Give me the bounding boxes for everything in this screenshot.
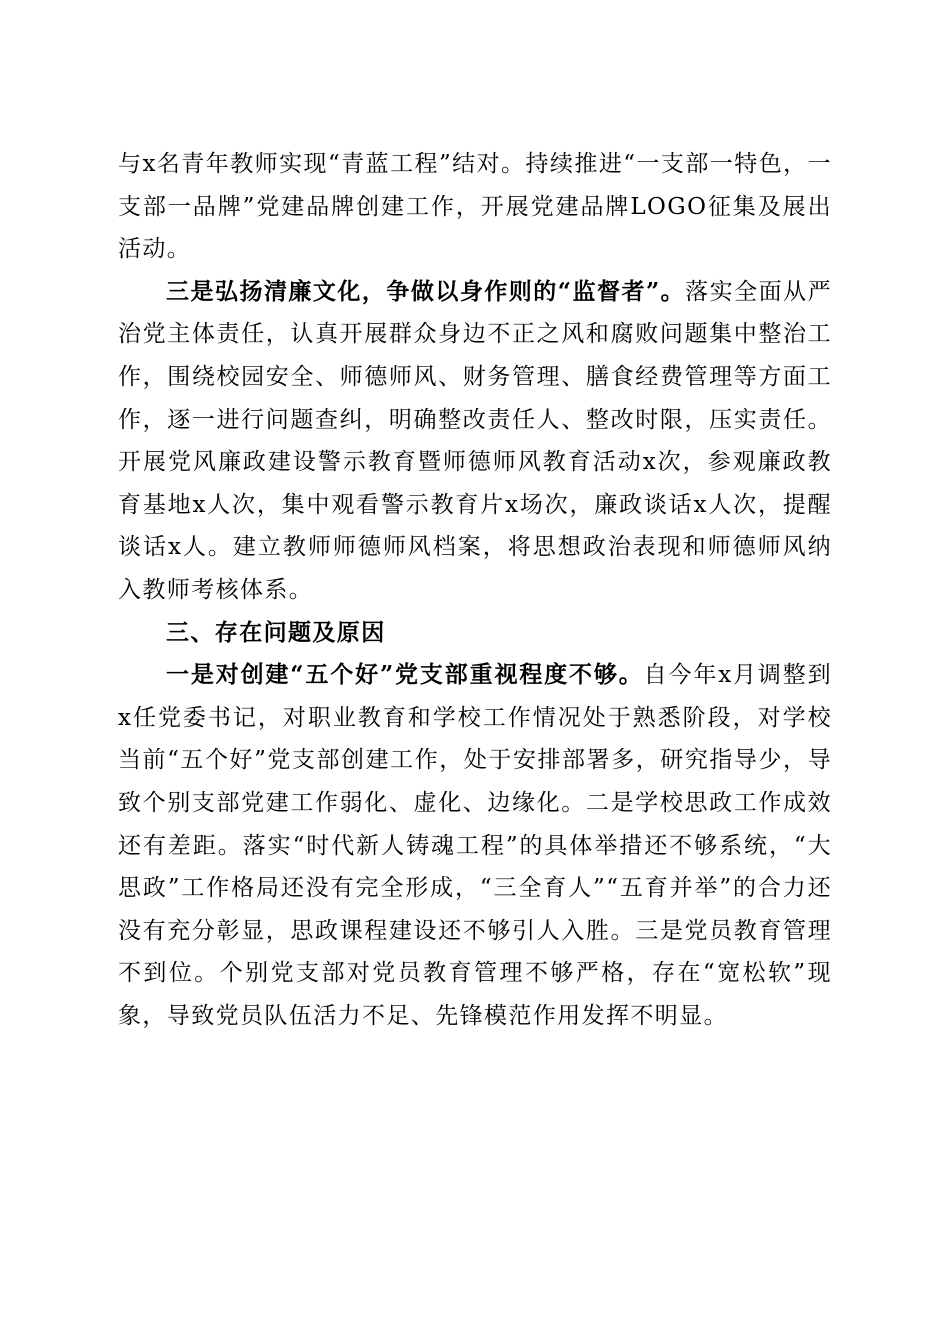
paragraph-2-lead: 三是弘扬清廉文化，争做以身作则的“监督者”。 bbox=[166, 277, 686, 305]
paragraph-3-lead: 一是对创建“五个好”党支部重视程度不够。 bbox=[166, 661, 644, 689]
paragraph-1: 与x名青年教师实现“青蓝工程”结对。持续推进“一支部一特色，一支部一品牌”党建品牌创建工作，开展党建品牌LOGO征集及展出活动。 bbox=[118, 151, 832, 263]
paragraph-2 bbox=[118, 271, 832, 612]
document-body bbox=[118, 143, 832, 1037]
paragraph-3 bbox=[118, 654, 832, 1037]
paragraph-3-body: 自今年x月调整到x任党委书记，对职业教育和学校工作情况处于熟悉阶段，对学校当前“五个好”党支部创建工作，处于安排部署多，研究指导少，导致个别支部党建工作弱化、虚化、边缘化。二是学校思政工作成效还有差距。落实“时代新人铸魂工程”的具体举措还不够系统，“大思政”工作格局还没有完全形成，“三全育人”“五育并举”的合力还没有充分彰显，思政课程建设还不够引人入胜。三是党员教育管理不到位。个别党支部对党员教育管理不够严格，存在“宽松软”现象，导致党员队伍活力不足、先锋模范作用发挥不明显。 bbox=[118, 662, 833, 1029]
section-heading: 三、存在问题及原因 bbox=[166, 619, 386, 646]
paragraph-2-body: 落实全面从严治党主体责任，认真开展群众身边不正之风和腐败问题集中整治工作，围绕校园安全、师德师风、财务管理、膳食经费管理等方面工作，逐一进行问题查纠，明确整改责任人、整改时限，压实责任。开展党风廉政建设警示教育暨师德师风教育活动x次，参观廉政教育基地x人次，集中观看警示教育片x场次，廉政谈话x人次，提醒谈话x人。建立教师师德师风档案，将思想政治表现和师德师风纳入教师考核体系。 bbox=[118, 278, 832, 603]
